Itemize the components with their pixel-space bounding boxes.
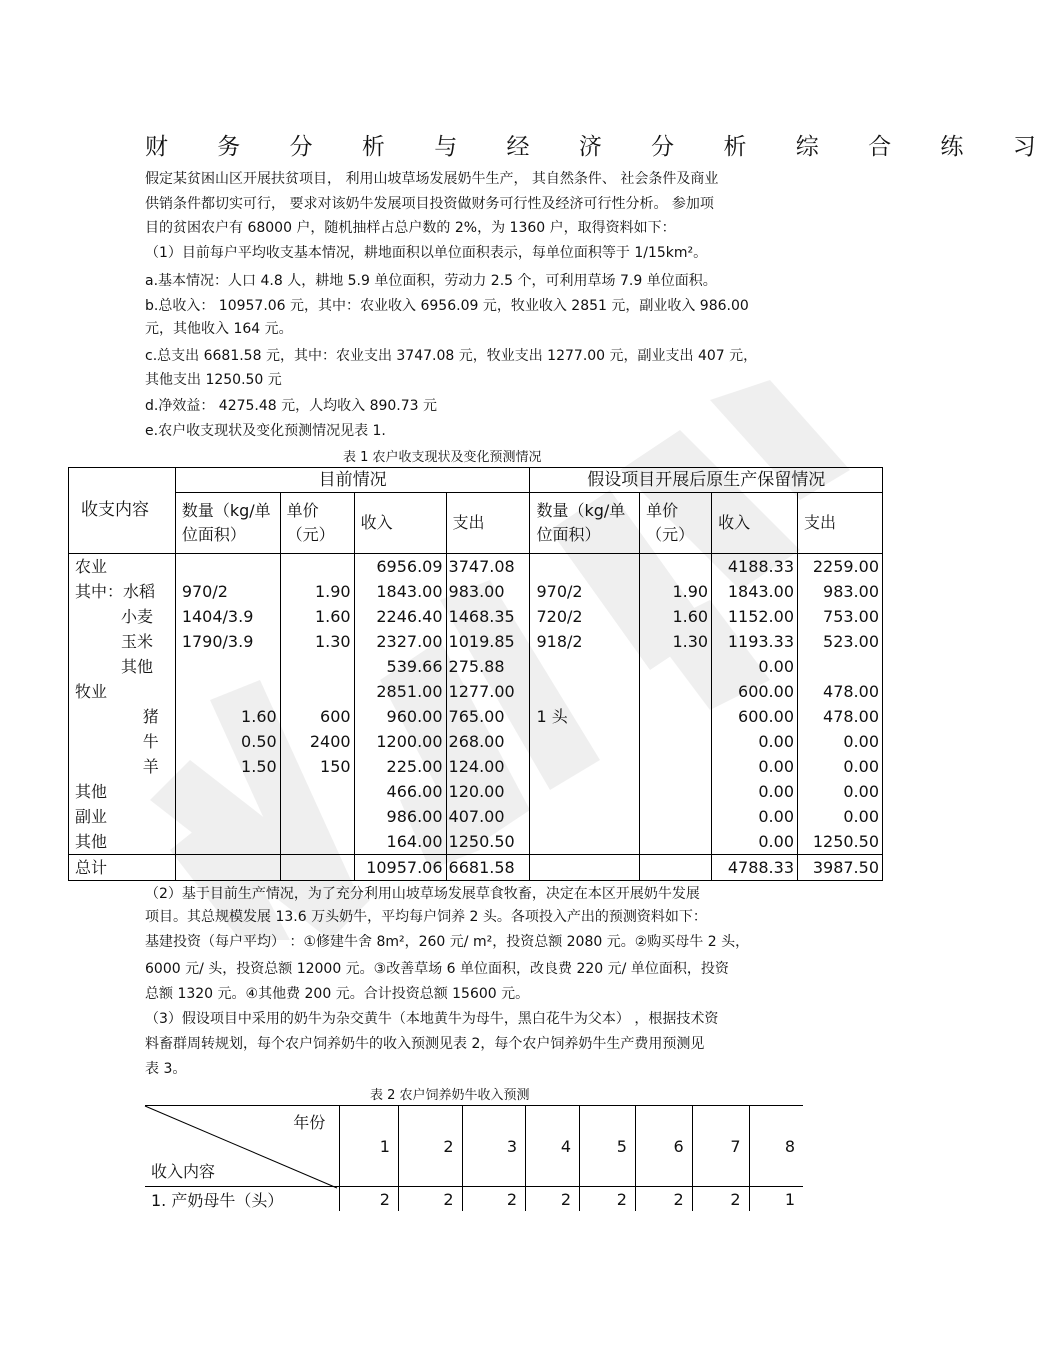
intro-line-1: 假定某贫困山区开展扶贫项目， 利用山坡草场发展奶牛生产， 其自然条件、 社会条件及商业 <box>145 171 719 187</box>
table-cell-cur-exp: 1277.00 <box>446 679 530 704</box>
table-cell-cur-exp: 120.00 <box>446 779 530 804</box>
table-row <box>69 729 883 754</box>
table-row <box>69 579 883 604</box>
header-aft-qty: 数量（kg/单位面积） <box>530 493 640 554</box>
table-cell-aft-price: 1.30 <box>640 629 712 654</box>
part2-line-1: （2）基于目前生产情况，为了充分利用山坡草场发展草食牧畜，决定在本区开展奶牛发展 <box>145 886 700 902</box>
table-cell: 2 <box>398 1187 462 1212</box>
table-cell-cur-inc: 10957.06 <box>354 855 446 881</box>
table-cell-cur-inc: 466.00 <box>354 779 446 804</box>
row-label: 羊 <box>69 754 176 779</box>
table-cell-aft-price: 1.60 <box>640 604 712 629</box>
table-cell-aft-qty <box>530 779 640 804</box>
table-cell-aft-inc: 600.00 <box>712 679 798 704</box>
row-label: 其他 <box>69 779 176 804</box>
table-row <box>69 829 883 855</box>
row-label: 猪 <box>69 704 176 729</box>
table-cell-aft-qty: 918/2 <box>530 629 640 654</box>
table-cell-cur-qty: 1.60 <box>175 704 280 729</box>
table-cell-cur-price <box>280 829 354 855</box>
item-e-ref: e.农户收支现状及变化预测情况见表 1. <box>145 423 386 439</box>
table-cell-cur-qty: 1.50 <box>175 754 280 779</box>
table-cell-aft-inc: 0.00 <box>712 654 798 679</box>
table-cell-cur-inc: 225.00 <box>354 754 446 779</box>
part3-line-1: （3）假设项目中采用的奶牛为杂交黄牛（本地黄牛为母牛，黑白花牛为父本） ，根据技术资 <box>145 1011 719 1027</box>
table-cell-aft-price <box>640 855 712 881</box>
table-row <box>69 604 883 629</box>
header-label: 收支内容 <box>69 468 176 554</box>
table-cell-aft-qty <box>530 829 640 855</box>
row-label: 农业 <box>69 554 176 580</box>
part2-line-2: 项目。其总规模发展 13.6 万头奶牛，平均每户饲养 2 头。各项投入产出的预测资料如下： <box>145 909 707 925</box>
table-cell-aft-price <box>640 779 712 804</box>
table-cell-aft-price <box>640 554 712 580</box>
table-cell-aft-inc: 0.00 <box>712 829 798 855</box>
table-cell-aft-qty <box>530 654 640 679</box>
table-cell-cur-inc: 6956.09 <box>354 554 446 580</box>
table-cell-aft-exp: 0.00 <box>798 729 883 754</box>
row-label: 其他 <box>69 654 176 679</box>
table-cell-cur-qty: 1790/3.9 <box>175 629 280 654</box>
table-cell-aft-price <box>640 704 712 729</box>
table-cell-cur-price <box>280 554 354 580</box>
table-cell-cur-exp: 765.00 <box>446 704 530 729</box>
table1-caption: 表 1 农户收支现状及变化预测情况 <box>343 450 542 465</box>
table-cell-cur-price: 150 <box>280 754 354 779</box>
table-row <box>69 855 883 881</box>
header-cur-qty: 数量（kg/单位面积） <box>175 493 280 554</box>
table-cell-cur-price <box>280 855 354 881</box>
table-row <box>69 554 883 580</box>
table-cell-cur-price <box>280 679 354 704</box>
item-b-income-2: 元，其他收入 164 元。 <box>145 321 293 337</box>
table-cell-cur-exp: 1250.50 <box>446 829 530 855</box>
table-cell: 2 <box>340 1187 399 1212</box>
table-cell-aft-price: 1.90 <box>640 579 712 604</box>
table-cell-aft-exp: 523.00 <box>798 629 883 654</box>
part2-line-3: 基建投资（每户平均） ：①修建牛舍 8m²，260 元/ m²，投资总额 2080 元。②购买母牛 2 头， <box>145 934 750 950</box>
table-row <box>69 679 883 704</box>
table-row <box>69 704 883 729</box>
year-header: 5 <box>580 1106 636 1187</box>
part3-line-3: 表 3。 <box>145 1061 187 1077</box>
header-aft-price: 单价（元） <box>640 493 712 554</box>
year-header: 7 <box>692 1106 749 1187</box>
row-label: 其中：水稻 <box>69 579 176 604</box>
table-cell-aft-qty: 970/2 <box>530 579 640 604</box>
table-cell-aft-price <box>640 679 712 704</box>
header-group-after: 假设项目开展后原生产保留情况 <box>530 468 883 493</box>
header-aft-income: 收入 <box>712 493 798 554</box>
table-cell-cur-inc: 1200.00 <box>354 729 446 754</box>
table-cell-cur-qty <box>175 779 280 804</box>
table-cell-aft-exp: 0.00 <box>798 779 883 804</box>
table-cell-cur-inc: 2851.00 <box>354 679 446 704</box>
table-cell-cur-price <box>280 804 354 829</box>
header-group-current: 目前情况 <box>175 468 530 493</box>
item-d-net: d.净效益： 4275.48 元，人均收入 890.73 元 <box>145 398 438 414</box>
table2-dairy-income <box>145 1105 803 1211</box>
header-aft-expense: 支出 <box>798 493 883 554</box>
table-cell-cur-qty: 970/2 <box>175 579 280 604</box>
table-cell-cur-exp: 268.00 <box>446 729 530 754</box>
row-label: 副业 <box>69 804 176 829</box>
table-cell-aft-qty <box>530 855 640 881</box>
table-cell-aft-inc: 0.00 <box>712 729 798 754</box>
table-cell-aft-price <box>640 654 712 679</box>
intro-line-3: 目的贫困农户有 68000 户，随机抽样占总户数的 2%，为 1360 户，取得资料如下： <box>145 220 676 236</box>
table-cell-cur-price <box>280 779 354 804</box>
table-cell-aft-exp <box>798 654 883 679</box>
table-cell-aft-qty <box>530 554 640 580</box>
table-cell-aft-inc: 0.00 <box>712 804 798 829</box>
table-cell-aft-price <box>640 804 712 829</box>
table-row <box>69 629 883 654</box>
table-cell-aft-exp: 1250.50 <box>798 829 883 855</box>
table-cell-aft-qty <box>530 729 640 754</box>
year-header: 4 <box>526 1106 580 1187</box>
diagonal-header-cell <box>145 1106 340 1187</box>
table-cell-aft-qty: 1 头 <box>530 704 640 729</box>
item-b-income-1: b.总收入： 10957.06 元，其中：农业收入 6956.09 元，牧业收入 2851 元，副业收入 986.00 <box>145 298 749 314</box>
table-cell-cur-qty <box>175 829 280 855</box>
table-cell-aft-exp: 478.00 <box>798 704 883 729</box>
table-cell-cur-price: 1.60 <box>280 604 354 629</box>
table-cell-cur-qty <box>175 804 280 829</box>
table-cell-aft-price <box>640 729 712 754</box>
table-row <box>69 654 883 679</box>
table-cell-cur-price: 1.90 <box>280 579 354 604</box>
item-c-expense-2: 其他支出 1250.50 元 <box>145 372 282 388</box>
table-cell-aft-exp: 2259.00 <box>798 554 883 580</box>
table-cell-cur-qty <box>175 654 280 679</box>
table1-income-expense <box>68 467 883 881</box>
item-c-expense-1: c.总支出 6681.58 元，其中：农业支出 3747.08 元，牧业支出 1277.00 元，副业支出 407 元， <box>145 348 758 364</box>
table-cell-cur-qty: 1404/3.9 <box>175 604 280 629</box>
table-cell-aft-exp: 0.00 <box>798 804 883 829</box>
table-cell-cur-exp: 275.88 <box>446 654 530 679</box>
table-cell-aft-inc: 1843.00 <box>712 579 798 604</box>
table-cell-aft-qty <box>530 679 640 704</box>
table-cell-cur-price: 2400 <box>280 729 354 754</box>
table-cell-cur-qty: 0.50 <box>175 729 280 754</box>
table-cell-cur-inc: 2327.00 <box>354 629 446 654</box>
table-cell: 2 <box>462 1187 526 1212</box>
row-label: 总计 <box>69 855 176 881</box>
table-cell-aft-exp: 0.00 <box>798 754 883 779</box>
table-cell-cur-inc: 986.00 <box>354 804 446 829</box>
row-label: 牧业 <box>69 679 176 704</box>
table-cell-cur-inc: 164.00 <box>354 829 446 855</box>
table-cell-aft-exp: 3987.50 <box>798 855 883 881</box>
table-cell-cur-price: 1.30 <box>280 629 354 654</box>
row-label: 小麦 <box>69 604 176 629</box>
table-cell: 1 <box>749 1187 803 1212</box>
table-cell-aft-inc: 600.00 <box>712 704 798 729</box>
table-cell-cur-exp: 124.00 <box>446 754 530 779</box>
table-cell-cur-exp: 407.00 <box>446 804 530 829</box>
table-cell-aft-exp: 478.00 <box>798 679 883 704</box>
header-cur-price: 单价（元） <box>280 493 354 554</box>
part3-line-2: 料畜群周转规划，每个农户饲养奶牛的收入预测见表 2，每个农户饲养奶牛生产费用预测见 <box>145 1036 705 1052</box>
table-cell-aft-inc: 1152.00 <box>712 604 798 629</box>
intro-line-2: 供销条件都切实可行， 要求对该奶牛发展项目投资做财务可行性及经济可行性分析。 参加项 <box>145 196 714 212</box>
table-cell-cur-exp: 1019.85 <box>446 629 530 654</box>
table-cell-cur-exp: 1468.35 <box>446 604 530 629</box>
table-cell-cur-qty <box>175 554 280 580</box>
diag-top-label: 年份 <box>293 1113 326 1132</box>
row-label: 玉米 <box>69 629 176 654</box>
table-cell-aft-inc: 4788.33 <box>712 855 798 881</box>
table-cell-cur-qty <box>175 855 280 881</box>
table-cell-aft-price <box>640 754 712 779</box>
table-cell-aft-qty <box>530 754 640 779</box>
document-title: 财 务 分 析 与 经 济 分 析 综 合 练 习 <box>145 134 1057 160</box>
table-cell-cur-exp: 6681.58 <box>446 855 530 881</box>
row-label-milk-cows: 1. 产奶母牛（头） <box>145 1187 340 1212</box>
table-cell: 2 <box>526 1187 580 1212</box>
header-cur-income: 收入 <box>354 493 446 554</box>
row-label: 其他 <box>69 829 176 855</box>
table-cell-aft-inc: 4188.33 <box>712 554 798 580</box>
table-cell-cur-price <box>280 654 354 679</box>
table-cell-cur-inc: 1843.00 <box>354 579 446 604</box>
diag-bottom-label: 收入内容 <box>151 1162 216 1181</box>
part2-line-4: 6000 元/ 头，投资总额 12000 元。③改善草场 6 单位面积，改良费 220 元/ 单位面积，投资 <box>145 961 729 977</box>
table-row <box>69 779 883 804</box>
table2-caption: 表 2 农户饲养奶牛收入预测 <box>370 1088 530 1103</box>
table-cell-aft-inc: 1193.33 <box>712 629 798 654</box>
table-cell-cur-inc: 2246.40 <box>354 604 446 629</box>
table-cell: 2 <box>580 1187 636 1212</box>
table-cell: 2 <box>635 1187 692 1212</box>
row-label: 牛 <box>69 729 176 754</box>
table-cell-aft-inc: 0.00 <box>712 754 798 779</box>
table-cell-aft-price <box>640 829 712 855</box>
table-cell-aft-exp: 753.00 <box>798 604 883 629</box>
table-cell: 2 <box>692 1187 749 1212</box>
item-1-heading: （1）目前每户平均收支基本情况，耕地面积以单位面积表示，每单位面积等于 1/15km²。 <box>145 245 708 261</box>
table-cell-cur-exp: 983.00 <box>446 579 530 604</box>
year-header: 1 <box>340 1106 399 1187</box>
table-cell-aft-exp: 983.00 <box>798 579 883 604</box>
table-cell-aft-qty: 720/2 <box>530 604 640 629</box>
year-header: 3 <box>462 1106 526 1187</box>
part2-line-5: 总额 1320 元。④其他费 200 元。合计投资总额 15600 元。 <box>145 986 530 1002</box>
year-header: 8 <box>749 1106 803 1187</box>
item-a-basic: a.基本情况：人口 4.8 人，耕地 5.9 单位面积，劳动力 2.5 个，可利用草场 7.9 单位面积。 <box>145 273 717 289</box>
table-cell-cur-inc: 539.66 <box>354 654 446 679</box>
table-cell-cur-exp: 3747.08 <box>446 554 530 580</box>
table-cell-cur-inc: 960.00 <box>354 704 446 729</box>
table-cell-aft-inc: 0.00 <box>712 779 798 804</box>
table-cell-aft-qty <box>530 804 640 829</box>
header-cur-expense: 支出 <box>446 493 530 554</box>
year-header: 6 <box>635 1106 692 1187</box>
year-header: 2 <box>398 1106 462 1187</box>
table-row <box>69 754 883 779</box>
table-cell-cur-qty <box>175 679 280 704</box>
table-cell-cur-price: 600 <box>280 704 354 729</box>
table-row <box>69 804 883 829</box>
